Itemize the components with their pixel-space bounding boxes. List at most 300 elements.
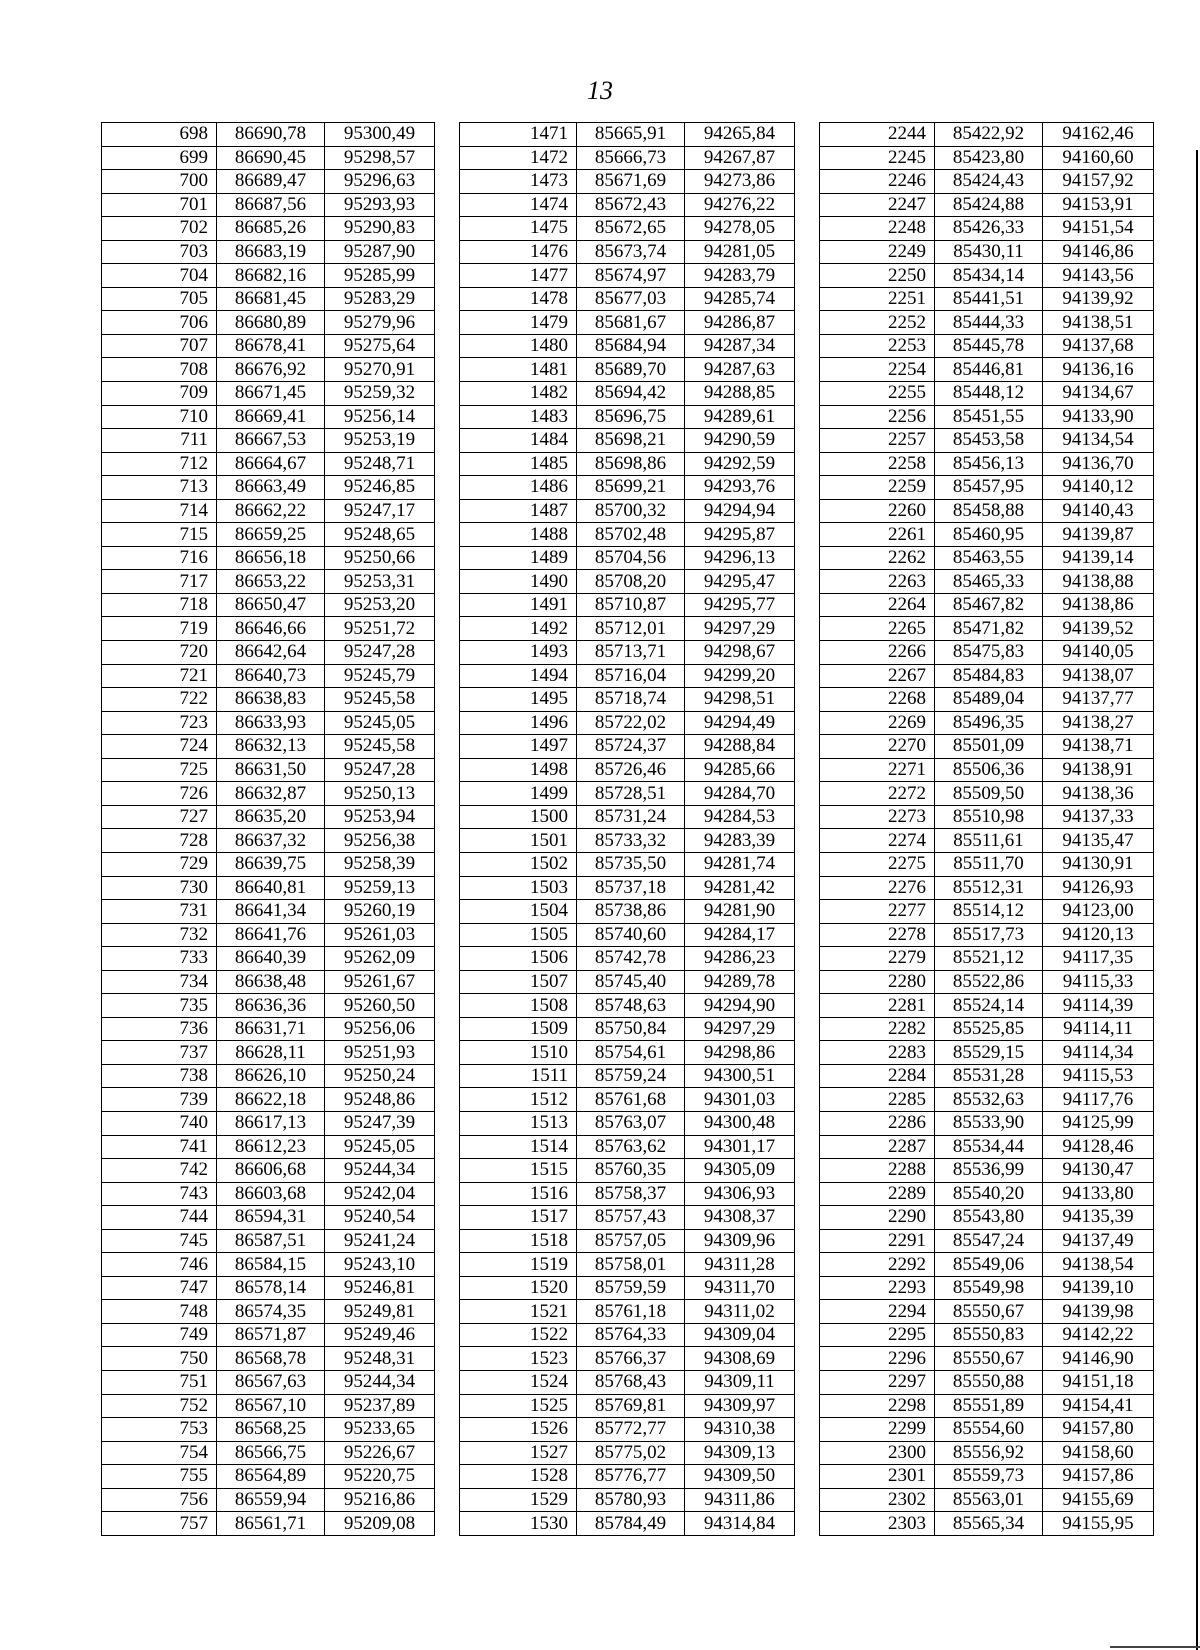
- table-row: [102, 1488, 435, 1512]
- x-coordinate-cell: 86603,68: [217, 1182, 325, 1206]
- table-row: [102, 287, 435, 311]
- point-number-cell: 1514: [460, 1135, 577, 1159]
- table-row: [102, 1347, 435, 1371]
- table-row: [460, 1441, 795, 1465]
- table-row: [820, 1088, 1154, 1112]
- point-number-cell: 720: [102, 641, 217, 665]
- table-row: [102, 1017, 435, 1041]
- table-row: [102, 405, 435, 429]
- x-coordinate-cell: 85742,78: [577, 947, 685, 971]
- y-coordinate-cell: 94295,47: [685, 570, 795, 594]
- point-number-cell: 704: [102, 264, 217, 288]
- table-row: [820, 947, 1154, 971]
- table-row: [460, 123, 795, 147]
- table-row: [102, 664, 435, 688]
- x-coordinate-cell: 86664,67: [217, 452, 325, 476]
- x-coordinate-cell: 86633,93: [217, 711, 325, 735]
- point-number-cell: 1526: [460, 1418, 577, 1442]
- y-coordinate-cell: 94295,77: [685, 593, 795, 617]
- table-row: [820, 405, 1154, 429]
- point-number-cell: 745: [102, 1229, 217, 1253]
- y-coordinate-cell: 95256,14: [325, 405, 435, 429]
- point-number-cell: 1512: [460, 1088, 577, 1112]
- x-coordinate-cell: 85677,03: [577, 287, 685, 311]
- y-coordinate-cell: 95251,93: [325, 1041, 435, 1065]
- x-coordinate-cell: 86631,50: [217, 758, 325, 782]
- table-row: [460, 523, 795, 547]
- x-coordinate-cell: 86594,31: [217, 1206, 325, 1230]
- table-row: [820, 829, 1154, 853]
- y-coordinate-cell: 94140,12: [1043, 476, 1154, 500]
- table-row: [820, 523, 1154, 547]
- point-number-cell: 1524: [460, 1370, 577, 1394]
- y-coordinate-cell: 94138,51: [1043, 311, 1154, 335]
- y-coordinate-cell: 94290,59: [685, 429, 795, 453]
- x-coordinate-cell: 85760,35: [577, 1159, 685, 1183]
- point-number-cell: 1518: [460, 1229, 577, 1253]
- x-coordinate-cell: 86578,14: [217, 1276, 325, 1300]
- x-coordinate-cell: 85710,87: [577, 593, 685, 617]
- table-row: [102, 852, 435, 876]
- table-row: [102, 382, 435, 406]
- point-number-cell: 2295: [820, 1323, 935, 1347]
- page-number: 13: [587, 76, 613, 105]
- table-row: [102, 358, 435, 382]
- y-coordinate-cell: 95275,64: [325, 334, 435, 358]
- y-coordinate-cell: 94137,33: [1043, 805, 1154, 829]
- x-coordinate-cell: 85424,88: [935, 193, 1043, 217]
- point-number-cell: 1515: [460, 1159, 577, 1183]
- x-coordinate-cell: 86638,83: [217, 688, 325, 712]
- x-coordinate-cell: 85458,88: [935, 499, 1043, 523]
- table-row: [820, 452, 1154, 476]
- table-row: [460, 994, 795, 1018]
- x-coordinate-cell: 85761,18: [577, 1300, 685, 1324]
- point-number-cell: 753: [102, 1418, 217, 1442]
- y-coordinate-cell: 95270,91: [325, 358, 435, 382]
- point-number-cell: 1517: [460, 1206, 577, 1230]
- point-number-cell: 1486: [460, 476, 577, 500]
- y-coordinate-cell: 94138,71: [1043, 735, 1154, 759]
- y-coordinate-cell: 94278,05: [685, 217, 795, 241]
- x-coordinate-cell: 86656,18: [217, 546, 325, 570]
- x-coordinate-cell: 86659,25: [217, 523, 325, 547]
- y-coordinate-cell: 94311,02: [685, 1300, 795, 1324]
- x-coordinate-cell: 85718,74: [577, 688, 685, 712]
- table-row: [820, 1441, 1154, 1465]
- y-coordinate-cell: 95209,08: [325, 1512, 435, 1536]
- point-number-cell: 1471: [460, 123, 577, 147]
- table-row: [460, 1229, 795, 1253]
- y-coordinate-cell: 94309,13: [685, 1441, 795, 1465]
- y-coordinate-cell: 94139,52: [1043, 617, 1154, 641]
- x-coordinate-cell: 86559,94: [217, 1488, 325, 1512]
- x-coordinate-cell: 85763,07: [577, 1111, 685, 1135]
- x-coordinate-cell: 85698,21: [577, 429, 685, 453]
- x-coordinate-cell: 86632,13: [217, 735, 325, 759]
- table-row: [460, 240, 795, 264]
- point-number-cell: 2300: [820, 1441, 935, 1465]
- x-coordinate-cell: 85524,14: [935, 994, 1043, 1018]
- table-row: [460, 711, 795, 735]
- table-row: [460, 758, 795, 782]
- point-number-cell: 1529: [460, 1488, 577, 1512]
- table-row: [102, 1135, 435, 1159]
- point-number-cell: 1500: [460, 805, 577, 829]
- point-number-cell: 1521: [460, 1300, 577, 1324]
- point-number-cell: 1520: [460, 1276, 577, 1300]
- y-coordinate-cell: 94286,87: [685, 311, 795, 335]
- point-number-cell: 752: [102, 1394, 217, 1418]
- x-coordinate-cell: 85671,69: [577, 170, 685, 194]
- point-number-cell: 716: [102, 546, 217, 570]
- point-number-cell: 1482: [460, 382, 577, 406]
- point-number-cell: 703: [102, 240, 217, 264]
- y-coordinate-cell: 94135,47: [1043, 829, 1154, 853]
- x-coordinate-cell: 85757,05: [577, 1229, 685, 1253]
- point-number-cell: 2246: [820, 170, 935, 194]
- point-number-cell: 1508: [460, 994, 577, 1018]
- table-row: [820, 193, 1154, 217]
- y-coordinate-cell: 95246,85: [325, 476, 435, 500]
- table-row: [460, 264, 795, 288]
- y-coordinate-cell: 94308,69: [685, 1347, 795, 1371]
- point-number-cell: 733: [102, 947, 217, 971]
- point-number-cell: 1473: [460, 170, 577, 194]
- point-number-cell: 2258: [820, 452, 935, 476]
- point-number-cell: 1525: [460, 1394, 577, 1418]
- table-row: [460, 1394, 795, 1418]
- x-coordinate-cell: 85674,97: [577, 264, 685, 288]
- y-coordinate-cell: 94133,90: [1043, 405, 1154, 429]
- point-number-cell: 1498: [460, 758, 577, 782]
- point-number-cell: 1485: [460, 452, 577, 476]
- y-coordinate-cell: 94308,37: [685, 1206, 795, 1230]
- point-number-cell: 727: [102, 805, 217, 829]
- point-number-cell: 1477: [460, 264, 577, 288]
- y-coordinate-cell: 94289,78: [685, 970, 795, 994]
- table-row: [102, 1111, 435, 1135]
- point-number-cell: 1511: [460, 1064, 577, 1088]
- x-coordinate-cell: 86561,71: [217, 1512, 325, 1536]
- x-coordinate-cell: 85510,98: [935, 805, 1043, 829]
- y-coordinate-cell: 95246,81: [325, 1276, 435, 1300]
- x-coordinate-cell: 86567,63: [217, 1370, 325, 1394]
- y-coordinate-cell: 94125,99: [1043, 1111, 1154, 1135]
- x-coordinate-cell: 86568,25: [217, 1418, 325, 1442]
- point-number-cell: 2285: [820, 1088, 935, 1112]
- table-row: [102, 876, 435, 900]
- x-coordinate-cell: 85757,43: [577, 1206, 685, 1230]
- x-coordinate-cell: 85731,24: [577, 805, 685, 829]
- table-row: [102, 217, 435, 241]
- point-number-cell: 1489: [460, 546, 577, 570]
- table-row: [460, 1064, 795, 1088]
- y-coordinate-cell: 94137,49: [1043, 1229, 1154, 1253]
- point-number-cell: 2261: [820, 523, 935, 547]
- x-coordinate-cell: 86667,53: [217, 429, 325, 453]
- x-coordinate-cell: 86617,13: [217, 1111, 325, 1135]
- y-coordinate-cell: 95249,46: [325, 1323, 435, 1347]
- y-coordinate-cell: 94288,85: [685, 382, 795, 406]
- point-number-cell: 740: [102, 1111, 217, 1135]
- point-number-cell: 2275: [820, 852, 935, 876]
- x-coordinate-cell: 85456,13: [935, 452, 1043, 476]
- y-coordinate-cell: 94154,41: [1043, 1394, 1154, 1418]
- point-number-cell: 1472: [460, 146, 577, 170]
- point-number-cell: 1502: [460, 852, 577, 876]
- right-edge-rule: [1196, 150, 1198, 1650]
- point-number-cell: 751: [102, 1370, 217, 1394]
- point-number-cell: 1522: [460, 1323, 577, 1347]
- x-coordinate-cell: 85750,84: [577, 1017, 685, 1041]
- table-row: [102, 123, 435, 147]
- y-coordinate-cell: 95216,86: [325, 1488, 435, 1512]
- table-row: [820, 287, 1154, 311]
- table-row: [102, 593, 435, 617]
- x-coordinate-cell: 85559,73: [935, 1465, 1043, 1489]
- table-row: [102, 923, 435, 947]
- table-row: [460, 311, 795, 335]
- point-number-cell: 2284: [820, 1064, 935, 1088]
- table-row: [102, 1512, 435, 1536]
- table-row: [820, 923, 1154, 947]
- point-number-cell: 2253: [820, 334, 935, 358]
- table-row: [460, 664, 795, 688]
- table-row: [820, 1017, 1154, 1041]
- table-row: [102, 1370, 435, 1394]
- x-coordinate-cell: 85708,20: [577, 570, 685, 594]
- point-number-cell: 730: [102, 876, 217, 900]
- y-coordinate-cell: 94136,16: [1043, 358, 1154, 382]
- table-row: [102, 1418, 435, 1442]
- table-row: [460, 1182, 795, 1206]
- table-row: [820, 758, 1154, 782]
- y-coordinate-cell: 94151,54: [1043, 217, 1154, 241]
- table-row: [460, 1370, 795, 1394]
- table-row: [102, 193, 435, 217]
- y-coordinate-cell: 94287,34: [685, 334, 795, 358]
- table-row: [820, 711, 1154, 735]
- table-row: [460, 217, 795, 241]
- point-number-cell: 723: [102, 711, 217, 735]
- table-row: [460, 947, 795, 971]
- table-row: [820, 334, 1154, 358]
- point-number-cell: 2290: [820, 1206, 935, 1230]
- x-coordinate-cell: 85724,37: [577, 735, 685, 759]
- table-row: [820, 570, 1154, 594]
- x-coordinate-cell: 85722,02: [577, 711, 685, 735]
- table-row: [460, 1253, 795, 1277]
- x-coordinate-cell: 85521,12: [935, 947, 1043, 971]
- table-row: [102, 1229, 435, 1253]
- y-coordinate-cell: 94281,90: [685, 900, 795, 924]
- y-coordinate-cell: 95258,39: [325, 852, 435, 876]
- y-coordinate-cell: 95245,05: [325, 711, 435, 735]
- table-row: [820, 1182, 1154, 1206]
- point-number-cell: 2274: [820, 829, 935, 853]
- point-number-cell: 2271: [820, 758, 935, 782]
- point-number-cell: 749: [102, 1323, 217, 1347]
- x-coordinate-cell: 85496,35: [935, 711, 1043, 735]
- point-number-cell: 742: [102, 1159, 217, 1183]
- point-number-cell: 2267: [820, 664, 935, 688]
- table-row: [102, 1182, 435, 1206]
- x-coordinate-cell: 86663,49: [217, 476, 325, 500]
- table-row: [820, 264, 1154, 288]
- point-number-cell: 729: [102, 852, 217, 876]
- table-row: [460, 1488, 795, 1512]
- table-row: [102, 829, 435, 853]
- point-number-cell: 1503: [460, 876, 577, 900]
- point-number-cell: 2276: [820, 876, 935, 900]
- y-coordinate-cell: 94114,34: [1043, 1041, 1154, 1065]
- point-number-cell: 1490: [460, 570, 577, 594]
- point-number-cell: 2272: [820, 782, 935, 806]
- x-coordinate-cell: 86669,41: [217, 405, 325, 429]
- y-coordinate-cell: 94114,11: [1043, 1017, 1154, 1041]
- x-coordinate-cell: 86685,26: [217, 217, 325, 241]
- y-coordinate-cell: 94137,77: [1043, 688, 1154, 712]
- y-coordinate-cell: 94143,56: [1043, 264, 1154, 288]
- y-coordinate-cell: 94136,70: [1043, 452, 1154, 476]
- y-coordinate-cell: 94284,53: [685, 805, 795, 829]
- x-coordinate-cell: 85471,82: [935, 617, 1043, 641]
- y-coordinate-cell: 94115,53: [1043, 1064, 1154, 1088]
- table-row: [102, 711, 435, 735]
- x-coordinate-cell: 85665,91: [577, 123, 685, 147]
- x-coordinate-cell: 85533,90: [935, 1111, 1043, 1135]
- x-coordinate-cell: 85758,01: [577, 1253, 685, 1277]
- y-coordinate-cell: 94287,63: [685, 358, 795, 382]
- y-coordinate-cell: 95248,65: [325, 523, 435, 547]
- x-coordinate-cell: 85448,12: [935, 382, 1043, 406]
- y-coordinate-cell: 95226,67: [325, 1441, 435, 1465]
- x-coordinate-cell: 85759,24: [577, 1064, 685, 1088]
- y-coordinate-cell: 94286,23: [685, 947, 795, 971]
- point-number-cell: 2266: [820, 641, 935, 665]
- y-coordinate-cell: 95262,09: [325, 947, 435, 971]
- table-row: [460, 1135, 795, 1159]
- point-number-cell: 2302: [820, 1488, 935, 1512]
- y-coordinate-cell: 94311,86: [685, 1488, 795, 1512]
- x-coordinate-cell: 85532,63: [935, 1088, 1043, 1112]
- y-coordinate-cell: 94155,69: [1043, 1488, 1154, 1512]
- point-number-cell: 1510: [460, 1041, 577, 1065]
- x-coordinate-cell: 86650,47: [217, 593, 325, 617]
- y-coordinate-cell: 95247,39: [325, 1111, 435, 1135]
- point-number-cell: 701: [102, 193, 217, 217]
- point-number-cell: 2281: [820, 994, 935, 1018]
- table-row: [460, 617, 795, 641]
- y-coordinate-cell: 94157,80: [1043, 1418, 1154, 1442]
- table-row: [102, 805, 435, 829]
- point-number-cell: 1499: [460, 782, 577, 806]
- y-coordinate-cell: 94267,87: [685, 146, 795, 170]
- x-coordinate-cell: 85550,67: [935, 1347, 1043, 1371]
- table-row: [102, 146, 435, 170]
- y-coordinate-cell: 95285,99: [325, 264, 435, 288]
- table-row: [460, 146, 795, 170]
- y-coordinate-cell: 94133,80: [1043, 1182, 1154, 1206]
- y-coordinate-cell: 95253,19: [325, 429, 435, 453]
- y-coordinate-cell: 95293,93: [325, 193, 435, 217]
- table-row: [820, 1488, 1154, 1512]
- table-row: [820, 170, 1154, 194]
- table-row: [460, 1300, 795, 1324]
- x-coordinate-cell: 85536,99: [935, 1159, 1043, 1183]
- point-number-cell: 721: [102, 664, 217, 688]
- point-number-cell: 706: [102, 311, 217, 335]
- x-coordinate-cell: 86567,10: [217, 1394, 325, 1418]
- y-coordinate-cell: 94295,87: [685, 523, 795, 547]
- point-number-cell: 739: [102, 1088, 217, 1112]
- y-coordinate-cell: 94126,93: [1043, 876, 1154, 900]
- table-row: [460, 782, 795, 806]
- point-number-cell: 747: [102, 1276, 217, 1300]
- y-coordinate-cell: 94162,46: [1043, 123, 1154, 147]
- y-coordinate-cell: 94305,09: [685, 1159, 795, 1183]
- point-number-cell: 1507: [460, 970, 577, 994]
- x-coordinate-cell: 85768,43: [577, 1370, 685, 1394]
- point-number-cell: 2245: [820, 146, 935, 170]
- y-coordinate-cell: 94265,84: [685, 123, 795, 147]
- table-row: [102, 1041, 435, 1065]
- x-coordinate-cell: 85424,43: [935, 170, 1043, 194]
- x-coordinate-cell: 85512,31: [935, 876, 1043, 900]
- y-coordinate-cell: 94297,29: [685, 617, 795, 641]
- x-coordinate-cell: 85699,21: [577, 476, 685, 500]
- table-row: [820, 499, 1154, 523]
- point-number-cell: 1506: [460, 947, 577, 971]
- point-number-cell: 741: [102, 1135, 217, 1159]
- x-coordinate-cell: 85509,50: [935, 782, 1043, 806]
- x-coordinate-cell: 86641,76: [217, 923, 325, 947]
- x-coordinate-cell: 86587,51: [217, 1229, 325, 1253]
- y-coordinate-cell: 95245,79: [325, 664, 435, 688]
- x-coordinate-cell: 85716,04: [577, 664, 685, 688]
- table-row: [102, 429, 435, 453]
- x-coordinate-cell: 85517,73: [935, 923, 1043, 947]
- table-row: [820, 1276, 1154, 1300]
- y-coordinate-cell: 94137,68: [1043, 334, 1154, 358]
- table-row: [460, 499, 795, 523]
- point-number-cell: 1527: [460, 1441, 577, 1465]
- y-coordinate-cell: 95247,28: [325, 641, 435, 665]
- table-row: [460, 334, 795, 358]
- point-number-cell: 1478: [460, 287, 577, 311]
- x-coordinate-cell: 85457,95: [935, 476, 1043, 500]
- y-coordinate-cell: 94298,86: [685, 1041, 795, 1065]
- x-coordinate-cell: 86635,20: [217, 805, 325, 829]
- x-coordinate-cell: 85672,43: [577, 193, 685, 217]
- x-coordinate-cell: 85689,70: [577, 358, 685, 382]
- point-number-cell: 2248: [820, 217, 935, 241]
- point-number-cell: 743: [102, 1182, 217, 1206]
- y-coordinate-cell: 95253,94: [325, 805, 435, 829]
- x-coordinate-cell: 85531,28: [935, 1064, 1043, 1088]
- point-number-cell: 2294: [820, 1300, 935, 1324]
- table-row: [460, 829, 795, 853]
- y-coordinate-cell: 94134,54: [1043, 429, 1154, 453]
- point-number-cell: 725: [102, 758, 217, 782]
- x-coordinate-cell: 85554,60: [935, 1418, 1043, 1442]
- x-coordinate-cell: 85441,51: [935, 287, 1043, 311]
- table-row: [460, 852, 795, 876]
- y-coordinate-cell: 94138,36: [1043, 782, 1154, 806]
- y-coordinate-cell: 94284,17: [685, 923, 795, 947]
- table-row: [102, 1276, 435, 1300]
